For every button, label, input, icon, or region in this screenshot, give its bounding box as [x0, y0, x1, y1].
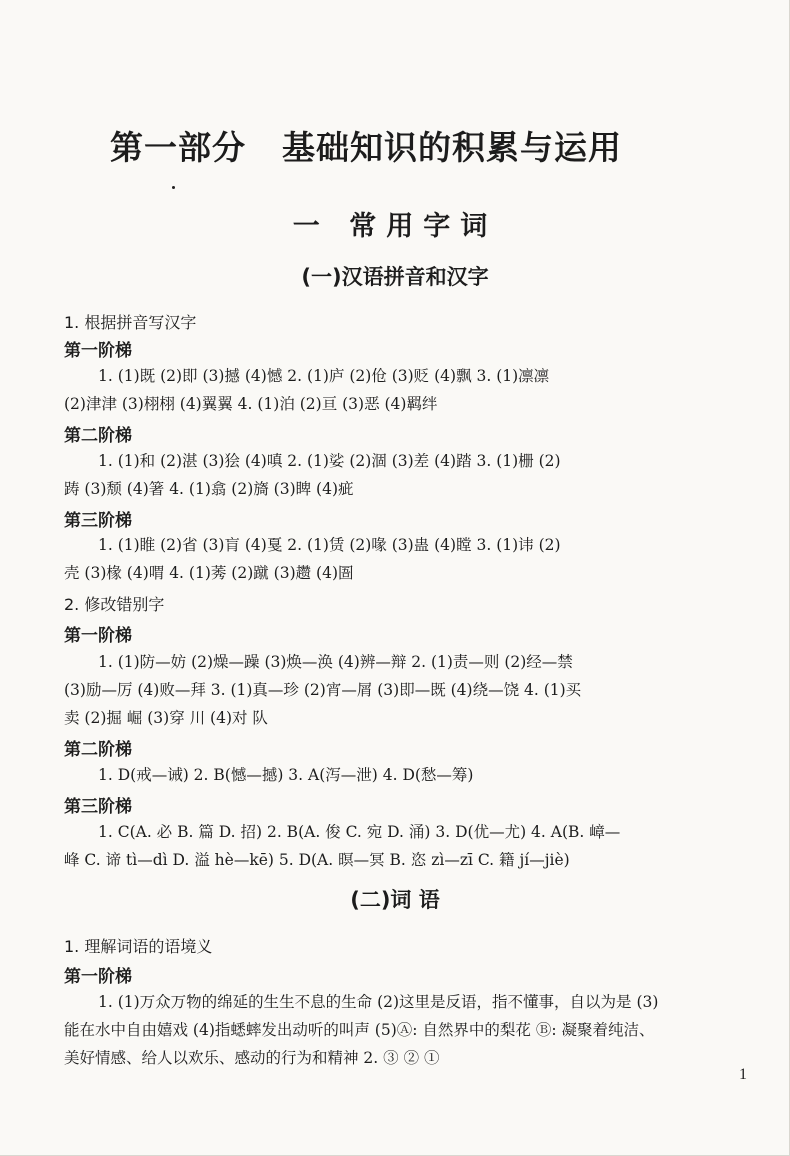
subsection-heading: 1. 根据拼音写汉字: [64, 313, 197, 332]
answer-line: 1. (1)万众万物的绵延的生生不息的生命 (2)这里是反语，指不懂事，自以为是 (3): [98, 993, 659, 1011]
page-number: 1: [739, 1066, 747, 1083]
answer-line: 峰 C. 谛 tì—dì D. 溢 hè—kē) 5. D(A. 暝—冥 B. 恣 zì—zī C. 籍 jí—jiè): [64, 851, 570, 869]
level-heading: 第一阶梯: [64, 341, 132, 361]
part-title: [110, 122, 700, 169]
answer-line: (2)津津 (3)栩栩 (4)翼翼 4. (1)泊 (2)亘 (3)恶 (4)羁绊: [64, 395, 438, 413]
level-heading: 第一阶梯: [64, 967, 132, 987]
chapter-title: 一 常用字词: [292, 211, 498, 242]
part-name: 基础知识的积累与运用: [282, 128, 622, 167]
answer-line: 1. (1)和 (2)湛 (3)狯 (4)嗔 2. (1)娑 (2)涸 (3)差 (4)踏 3. (1)栅 (2): [98, 452, 561, 470]
answer-line: (3)励—厉 (4)败—拜 3. (1)真—珍 (2)宵—屑 (3)即—既 (4)绕—饶 4. (1)买: [64, 681, 582, 699]
answer-line: 1. (1)防—妨 (2)燥—躁 (3)焕—涣 (4)辨—辩 2. (1)责—则 (2)经—禁: [98, 653, 573, 671]
subsection-heading: 1. 理解词语的语境义: [64, 937, 213, 956]
ink-dot: [172, 186, 175, 189]
level-heading: 第三阶梯: [64, 797, 132, 817]
level-heading: 第一阶梯: [64, 626, 132, 646]
section-title-words: (二)词 语: [350, 888, 440, 912]
answer-line: 1. C(A. 必 B. 篇 D. 招) 2. B(A. 俊 C. 宛 D. 涌) 3. D(优—尤) 4. A(B. 嶂—: [98, 823, 621, 841]
answer-line: 踌 (3)颓 (4)箸 4. (1)翕 (2)旖 (3)睥 (4)疵: [64, 480, 354, 498]
part-label: 第一部分: [110, 128, 246, 167]
section-title-pinyin: (一)汉语拼音和汉字: [301, 265, 489, 289]
answer-line: 壳 (3)椽 (4)喟 4. (1)莠 (2)蹴 (3)趱 (4)圄: [64, 564, 354, 582]
level-heading: 第三阶梯: [64, 511, 132, 531]
answer-line: 美好情感、给人以欢乐、感动的行为和精神 2. ③ ② ①: [64, 1049, 440, 1067]
answer-line: 卖 (2)掘 崛 (3)穿 川 (4)对 队: [64, 709, 268, 727]
level-heading: 第二阶梯: [64, 426, 132, 446]
answer-line: 能在水中自由嬉戏 (4)指蟋蟀发出动听的叫声 (5)Ⓐ: 自然界中的梨花 Ⓑ: 凝聚着纯洁、: [64, 1021, 655, 1039]
answer-line: 1. (1)既 (2)即 (3)撼 (4)憾 2. (1)庐 (2)伧 (3)贬 (4)飘 3. (1)凛凛: [98, 367, 550, 385]
subsection-heading: 2. 修改错别字: [64, 595, 165, 614]
answer-line: 1. D(戒—诫) 2. B(憾—撼) 3. A(泻—泄) 4. D(愁—筹): [98, 766, 474, 784]
answer-line: 1. (1)睢 (2)省 (3)肓 (4)戛 2. (1)赁 (2)喙 (3)蛊 (4)瞠 3. (1)讳 (2): [98, 536, 561, 554]
level-heading: 第二阶梯: [64, 740, 132, 760]
